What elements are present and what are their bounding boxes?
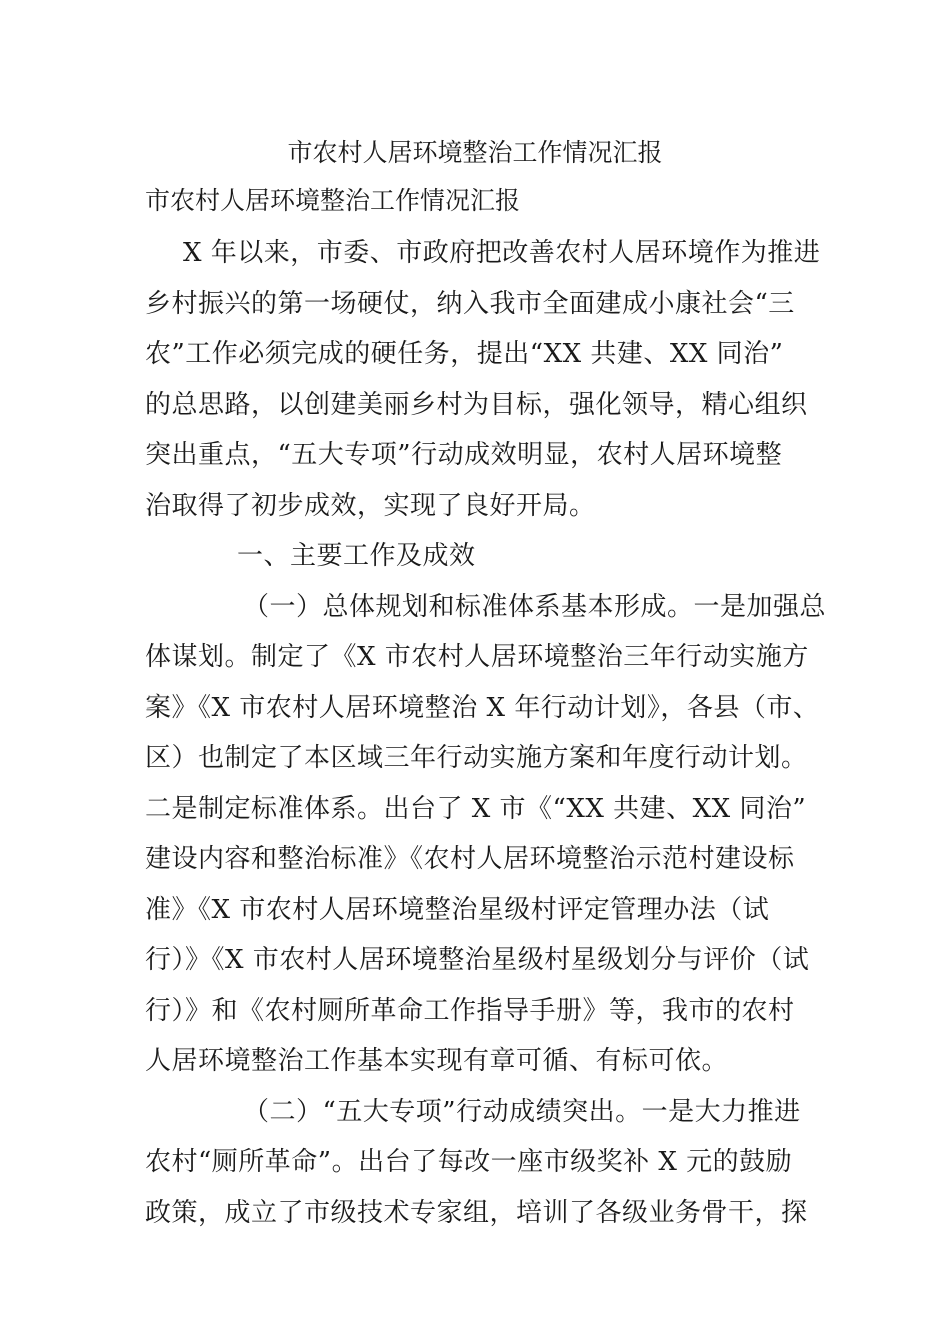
text-line: 体谋划。制定了《X 市农村人居环境整治三年行动实施方 (145, 642, 809, 672)
text-line: 建设内容和整治标准》《农村人居环境整治示范村建设标 (145, 844, 795, 874)
text-line: X 年以来，市委、市政府把改善农村人居环境作为推进 (183, 238, 821, 268)
text-line: 突出重点，“五大专项”行动成效明显，农村人居环境整 (145, 440, 783, 470)
text-line: 行）》《X 市农村人居环境整治星级村星级划分与评价（试 (145, 945, 810, 975)
document-subtitle: 市农村人居环境整治工作情况汇报 (145, 186, 521, 215)
document-body (145, 228, 827, 1238)
text-line: 乡村振兴的第一场硬仗，纳入我市全面建成小康社会“三 (145, 288, 795, 319)
text-line: 准》《X 市农村人居环境整治星级村评定管理办法（试 (145, 894, 770, 925)
text-line: 治取得了初步成效，实现了良好开局。 (145, 490, 596, 521)
text-line: 二是制定标准体系。出台了 X 市《“XX 共建、XX 同治” (145, 793, 807, 824)
text-line: 农”工作必须完成的硬任务，提出“XX 共建、XX 同治” (145, 339, 784, 369)
text-line: 区）也制定了本区域三年行动实施方案和年度行动计划。 (145, 743, 808, 773)
document-title: 市农村人居环境整治工作情况汇报 (287, 138, 663, 167)
text-line: （二）“五大专项”行动成绩突出。一是大力推进 (243, 1096, 801, 1127)
text-line: 的总思路，以创建美丽乡村为目标，强化领导，精心组织 (145, 389, 808, 420)
text-line: 农村“厕所革命”。出台了每改一座市级奖补 X 元的鼓励 (145, 1147, 793, 1177)
text-line: 政策，成立了市级技术专家组，培训了各级业务骨干，探 (145, 1197, 808, 1228)
text-line: 案》《X 市农村人居环境整治 X 年行动计划》，各县（市、 (145, 692, 820, 723)
text-line: （一）总体规划和标准体系基本形成。一是加强总 (243, 591, 827, 622)
section-heading: 一、主要工作及成效 (237, 541, 476, 571)
text-line: 行）》和《农村厕所革命工作指导手册》等，我市的农村 (145, 995, 795, 1026)
text-line: 人居环境整治工作基本实现有章可循、有标可依。 (145, 1046, 729, 1076)
